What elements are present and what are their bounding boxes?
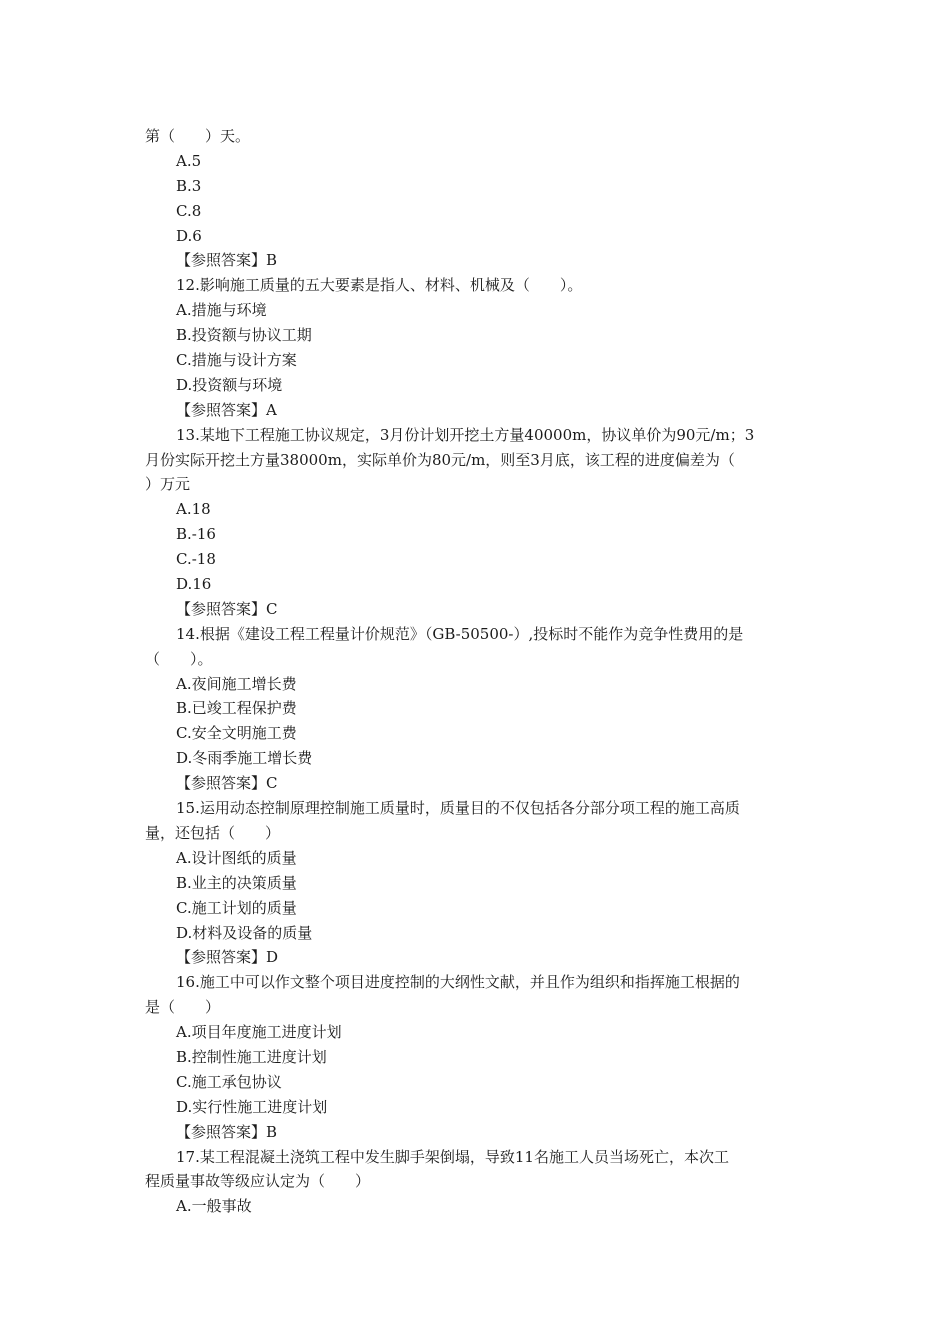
question-stem-line: 15.运用动态控制原理控制施工质量时，质量目的不仅包括各分部分项工程的施工高质 (176, 799, 740, 818)
option-d: D.6 (176, 226, 202, 245)
option-b: B.3 (176, 176, 202, 195)
question-stem-line: 16.施工中可以作文整个项目进度控制的大纲性文献，并且作为组织和指挥施工根据的 (176, 973, 740, 992)
option-b: B.控制性施工进度计划 (176, 1047, 327, 1066)
option-c: C.-18 (176, 550, 216, 569)
question-stem-line: ）万元 (145, 475, 191, 494)
option-c: C.施工计划的质量 (176, 898, 297, 917)
reference-answer: 【参照答案】B (176, 1122, 278, 1141)
reference-answer: 【参照答案】C (176, 599, 278, 618)
option-c: C.施工承包协议 (176, 1072, 282, 1091)
option-b: B.投资额与协议工期 (176, 326, 312, 345)
reference-answer: 【参照答案】D (176, 948, 279, 967)
question-stem-line: 量，还包括（ ） (145, 823, 281, 842)
reference-answer: 【参照答案】B (176, 251, 278, 270)
option-a: A.一般事故 (176, 1197, 252, 1216)
option-b: B.-16 (176, 525, 216, 544)
reference-answer: 【参照答案】A (176, 400, 277, 419)
option-a: A.5 (176, 151, 202, 170)
question-stem-tail: 第（ ）天。 (145, 127, 251, 145)
option-d: D.投资额与环境 (176, 375, 283, 394)
option-b: B.已竣工程保护费 (176, 699, 297, 718)
option-c: C.8 (176, 201, 202, 220)
question-stem-line: 月份实际开挖土方量38000m，实际单价为80元/m，则至3月底，该工程的进度偏差为（ (145, 450, 735, 469)
question-stem-line: 13.某地下工程施工协议规定，3月份计划开挖土方量40000m，协议单价为90元/m；3 (176, 425, 755, 444)
option-a: A.设计图纸的质量 (176, 848, 297, 867)
option-c: C.措施与设计方案 (176, 351, 297, 370)
option-d: D.16 (176, 575, 212, 594)
question-stem-line: 程质量事故等级应认定为（ ） (145, 1172, 371, 1191)
document-page (145, 124, 805, 1219)
question-stem-line: （ ）。 (145, 649, 213, 668)
question-stem-line: 17.某工程混凝土浇筑工程中发生脚手架倒塌，导致11名施工人员当场死亡，本次工 (176, 1147, 729, 1166)
question-stem-line: 14.根据《建设工程工程量计价规范》（GB-50500-）,投标时不能作为竞争性费用的是 (176, 624, 744, 643)
option-d: D.冬雨季施工增长费 (176, 749, 313, 768)
option-b: B.业主的决策质量 (176, 873, 297, 892)
option-a: A.18 (176, 500, 211, 519)
question-stem-line: 是（ ） (145, 998, 221, 1017)
option-a: A.项目年度施工进度计划 (176, 1023, 342, 1042)
question-stem: 12.影响施工质量的五大要素是指人、材料、机械及（ ）。 (176, 276, 583, 295)
option-a: A.夜间施工增长费 (176, 674, 297, 693)
option-d: D.实行性施工进度计划 (176, 1097, 328, 1116)
option-d: D.材料及设备的质量 (176, 923, 313, 942)
option-c: C.安全文明施工费 (176, 724, 297, 743)
reference-answer: 【参照答案】C (176, 774, 278, 793)
option-a: A.措施与环境 (176, 301, 267, 320)
